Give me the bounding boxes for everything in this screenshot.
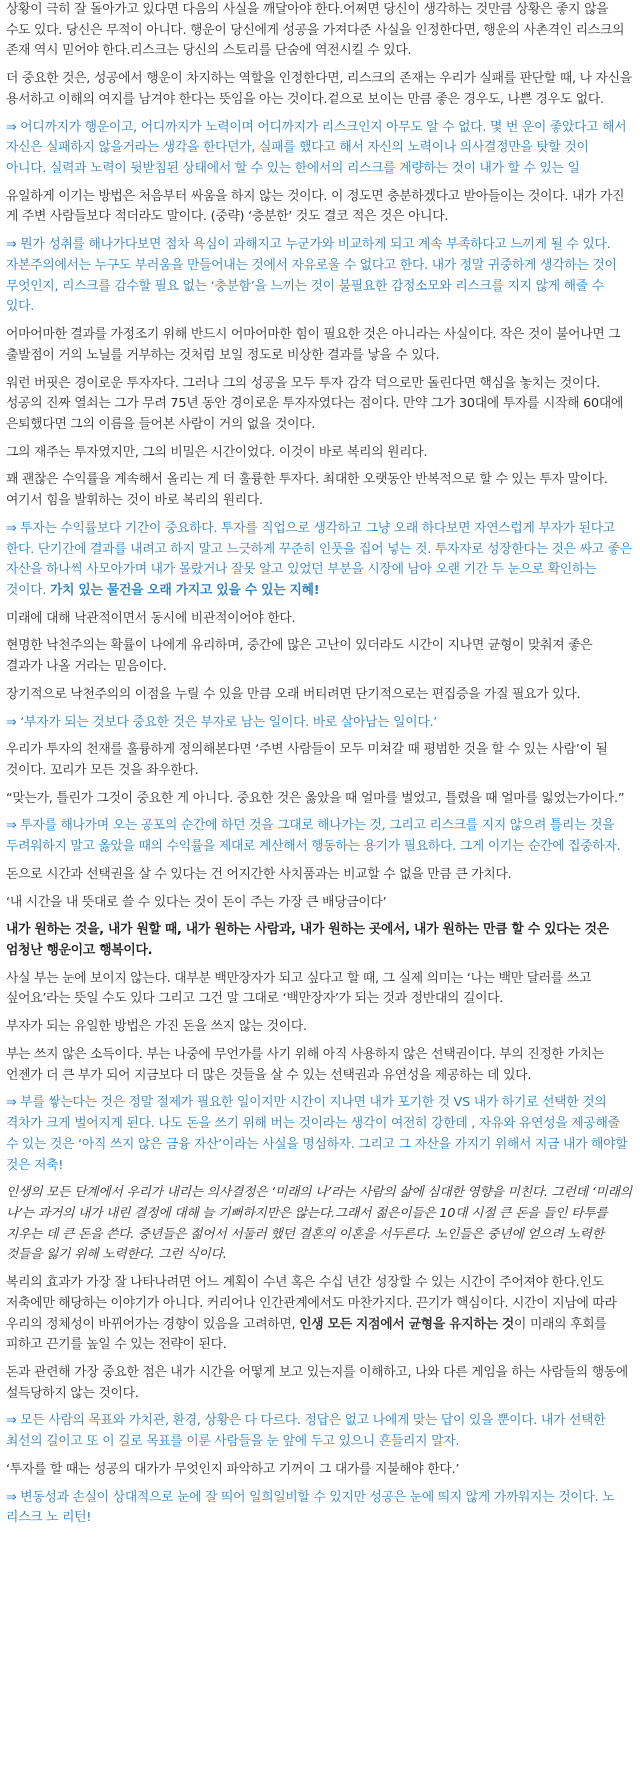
quote-paragraph: ‘내 시간을 내 뜻대로 쓸 수 있다는 것이 돈이 주는 가장 큰 배당금이다’ bbox=[6, 894, 387, 910]
paragraph: 돈으로 시간과 선택권을 살 수 있다는 건 어지간한 사치품과는 비교할 수 없을 만큼 큰 가치다. bbox=[6, 866, 512, 882]
note-text: ⇒ 투자는 수익률보다 기간이 중요하다. 투자를 직업으로 생각하고 그냥 오래 하다보면 자연스럽게 부자가 된다고 한다. 단기간에 결과를 내려고 하지 말고 느긋하게 꾸준히 인풋을 집어 넣는 것. 투자자로 성장한다는 것은 싸고 좋은 자산을 하나씩 사모아가며 내가 몰랐거나 잘못 알고 있었던 부분을 시장에 남아 오랜 기간 두 눈으로 확인하는 것이다. bbox=[6, 520, 632, 598]
paragraph: 어마어마한 결과를 가정조기 위해 반드시 어마어마한 힘이 필요한 것은 아니라는 사실이다. 작은 것이 불어나면 그 출발점이 거의 노닐를 거부하는 것처럼 보일 정도로 비상한 결과를 낳을 수 있다. bbox=[6, 327, 621, 363]
paragraph: 미래에 대해 낙관적이면서 동시에 비관적이어야 한다. bbox=[6, 610, 296, 626]
paragraph: 유일하게 이기는 방법은 처음부터 싸움을 하지 않는 것이다. 이 정도면 충분하겠다고 받아들이는 것이다. 내가 가진 게 주변 사람들보다 적더라도 말이다. (중략) ‘충분한’ 것도 결코 적은 것은 아니다. bbox=[6, 188, 625, 225]
note-paragraph: ⇒ 어디까지가 행운이고, 어디까지가 노력이며 어디까지가 리스크인지 아무도 알 수 없다. 몇 번 운이 좋았다고 해서 자신은 실패하지 않을거라는 생각을 한다던가, 실패를 했다고 해서 자신의 노력이나 의사결정만을 탓할 것이 아니다. 실력과 노력이 뒷받침된 상태에서 할 수 있는 한에서의 리스크를 계량하는 것이 내가 할 수 있는 일 bbox=[6, 119, 627, 177]
paragraph: 돈과 관련해 가장 중요한 점은 내가 시간을 어떻게 보고 있는지를 이해하고, 나와 다른 게임을 하는 사람들의 행동에 설득당하지 않는 것이다. bbox=[6, 1364, 629, 1401]
paragraph bbox=[6, 1273, 632, 1356]
note-paragraph: ⇒ ‘부자가 되는 것보다 중요한 것은 부자로 남는 일이다. 바로 살아남는 일이다.’ bbox=[6, 714, 438, 730]
note-paragraph: ⇒ 변동성과 손실이 상대적으로 눈에 잘 띄어 일희일비할 수 있지만 성공은 눈에 띄지 않게 가까워지는 것이다. 노 리스크 노 리턴! bbox=[6, 1489, 615, 1526]
quote-paragraph: “맞는가, 틀린가 그것이 중요한 게 아니다. 중요한 것은 옳았을 때 얼마를 벌었고, 틀렸을 때 얼마를 잃었는가이다.” bbox=[6, 790, 625, 806]
paragraph-text: 복리의 효과가 가장 잘 나타나려면 어느 계획이 수년 혹은 수십 년간 성장할 수 있는 시간이 주어져야 한다.인도 저축에만 해당하는 이야기가 아니다. 커리어나 인간관계에서도 마찬가지다. 끈기가 핵심이다. 시간이 지남에 따라 우리의 정체성이 바뀌어가는 경향이 있음을 고려하면, bbox=[6, 1275, 617, 1332]
paragraph: 워런 버핏은 경이로운 투자자다. 그러나 그의 성공을 모두 투자 감각 덕으로만 돌린다면 핵심을 놓치는 것이다. 성공의 진짜 열쇠는 그가 무려 75년 동안 경이로운 투자자였다는 점이다. 만약 그가 30대에 투자를 시작해 60대에 은퇴했다면 그의 이름을 들어본 사람이 거의 없을 것이다. bbox=[6, 375, 624, 432]
paragraph: 부는 쓰지 않은 소득이다. 부는 나중에 무언가를 사기 위해 아직 사용하지 않은 선택권이다. 부의 진정한 가치는 언젠가 더 큰 부가 되어 지금보다 더 많은 것들을 살 수 있는 선택권과 유연성을 제공하는 데 있다. bbox=[6, 1046, 604, 1083]
paragraph: 상황이 극히 잘 돌아가고 있다면 다음의 사실을 깨달아야 한다.어쩌면 당신이 생각하는 것만큼 상황은 좋지 않을 수도 있다. 당신은 무적이 아니다. 행운이 당신에게 성공을 가져다준 사실을 인정한다면, 행운의 사촌격인 리스크의 존재 역시 믿어야 한다.리스크는 당신의 스토리를 단숨에 역전시킬 수 있다. bbox=[6, 2, 625, 59]
paragraph: 현명한 낙천주의는 확률이 나에게 유리하며, 중간에 많은 고난이 있더라도 시간이 지나면 균형이 맞춰져 좋은 결과가 나올 거라는 믿음이다. bbox=[6, 638, 593, 675]
bold-paragraph: 내가 원하는 것을, 내가 원할 때, 내가 원하는 사람과, 내가 원하는 곳에서, 내가 원하는 만큼 할 수 있다는 것은 엄청난 행운이고 행복이다. bbox=[6, 922, 609, 959]
paragraph-text-after: 이 미래의 후회를 피하고 끈기를 높일 수 있는 전략이 된다. bbox=[6, 1316, 607, 1353]
paragraph: 사실 부는 눈에 보이지 않는다. 대부분 백만장자가 되고 싶다고 할 때, 그 실제 의미는 ‘나는 백만 달러를 쓰고 싶어요’라는 뜻일 수도 있다 그리고 그건 말 그대로 ‘백만장자’가 되는 것과 정반대의 길이다. bbox=[6, 970, 592, 1007]
note-paragraph: ⇒ 부를 쌓는다는 것은 정말 절제가 필요한 일이지만 시간이 지나면 내가 포기한 것 VS 내가 하기로 선택한 것의 격차가 크게 벌어지게 된다. 나도 돈을 쓰기 위해 버는 것이라는 생각이 여전히 강한데 , 자유와 유연성을 제공해줄 수 있는 것은 ‘아직 쓰지 않은 금융 자산’이라는 사실을 명심하자. 그리고 그 자산을 가지기 위해서 지금 내가 해야할 것은 저축! bbox=[6, 1095, 628, 1173]
paragraph: 더 중요한 것은, 성공에서 행운이 차지하는 역할을 인정한다면, 리스크의 존재는 우리가 실패를 판단할 때, 나 자신을 용서하고 이해의 여지를 남겨야 한다는 뜻임을 아는 것이다.겉으로 보이는 만큼 좋은 경우도, 나쁜 경우도 없다. bbox=[6, 71, 632, 107]
note-emphasis: 가치 있는 물건을 오래 가지고 있을 수 있는 지혜! bbox=[49, 582, 320, 598]
paragraph-emphasis: 인생 모든 지점에서 균형을 유지하는 것 bbox=[299, 1316, 515, 1332]
note-paragraph: ⇒ 투자를 해나가며 오는 공포의 순간에 하던 것을 그대로 해나가는 것, 그리고 리스크를 지지 않으려 틀리는 것을 두려워하지 말고 옳았을 때의 수익률을 제대로 계산해서 행동하는 용기가 필요하다. 그게 이기는 순간에 집중하자. bbox=[6, 818, 621, 855]
paragraph: 그의 재주는 투자였지만, 그의 비밀은 시간이었다. 이것이 바로 복리의 원리다. bbox=[6, 444, 428, 460]
paragraph: 장기적으로 낙천주의의 이점을 누릴 수 있을 만큼 오래 버티려면 단기적으로는 편집증을 가질 필요가 있다. bbox=[6, 686, 581, 702]
note-paragraph: ⇒ 뭔가 성취를 해나가다보면 점차 욕심이 과해지고 누군가와 비교하게 되고 계속 부족하다고 느끼게 될 수 있다. 자본주의에서는 누구도 부러움을 만들어내는 것에서 자유로울 수 없다고 한다. 내가 정말 귀중하게 생각하는 것이 무엇인지, 리스크를 감수할 필요 없는 ‘충분함’을 느끼는 것이 불필요한 감정소모와 리스크를 지지 않게 해줄 수 있다. bbox=[6, 237, 617, 315]
paragraph: 우리가 투자의 천재를 훌륭하게 정의해본다면 ‘주변 사람들이 모두 미쳐갈 때 평범한 것을 할 수 있는 사람’이 될 것이다. 꼬리가 모든 것을 좌우한다. bbox=[6, 742, 608, 778]
paragraph: 꽤 괜찮은 수익률을 계속해서 올리는 게 더 훌륭한 투자다. 최대한 오랫동안 반복적으로 할 수 있는 투자 말이다. 여기서 힘을 발휘하는 것이 바로 복리의 원리다. bbox=[6, 472, 608, 509]
note-paragraph bbox=[6, 519, 632, 602]
italic-quote-paragraph: 인생의 모든 단계에서 우리가 내리는 의사결정은 ‘미래의 나’라는 사람의 삶에 심대한 영향을 미친다. 그런데 ‘미래의 나’는 과거의 내가 내린 결정에 대해 늘 기뻐하지만은 않는다.그래서 젊은이들은 10대 시절 큰 돈을 들인 타투를 지우는 데 큰 돈을 쓴다. 중년들은 젊어서 서둘러 했던 결혼의 이혼을 서두른다. 노인들은 중년에 얻으려 노력한 것들을 잃기 위해 노력한다. 그런 식이다. bbox=[6, 1185, 632, 1263]
paragraph: 부자가 되는 유일한 방법은 가진 돈을 쓰지 않는 것이다. bbox=[6, 1019, 307, 1035]
note-paragraph: ⇒ 모든 사람의 목표와 가치관, 환경, 상황은 다 다르다. 정답은 없고 나에게 맞는 답이 있을 뿐이다. 내가 선택한 최선의 길이고 또 이 길로 목표를 이룬 사람들을 눈 앞에 두고 있으니 흔들리지 말자. bbox=[6, 1413, 606, 1450]
quote-paragraph: ‘투자를 할 때는 성공의 대가가 무엇인지 파악하고 기꺼이 그 대가를 지불해야 한다.’ bbox=[6, 1461, 460, 1477]
